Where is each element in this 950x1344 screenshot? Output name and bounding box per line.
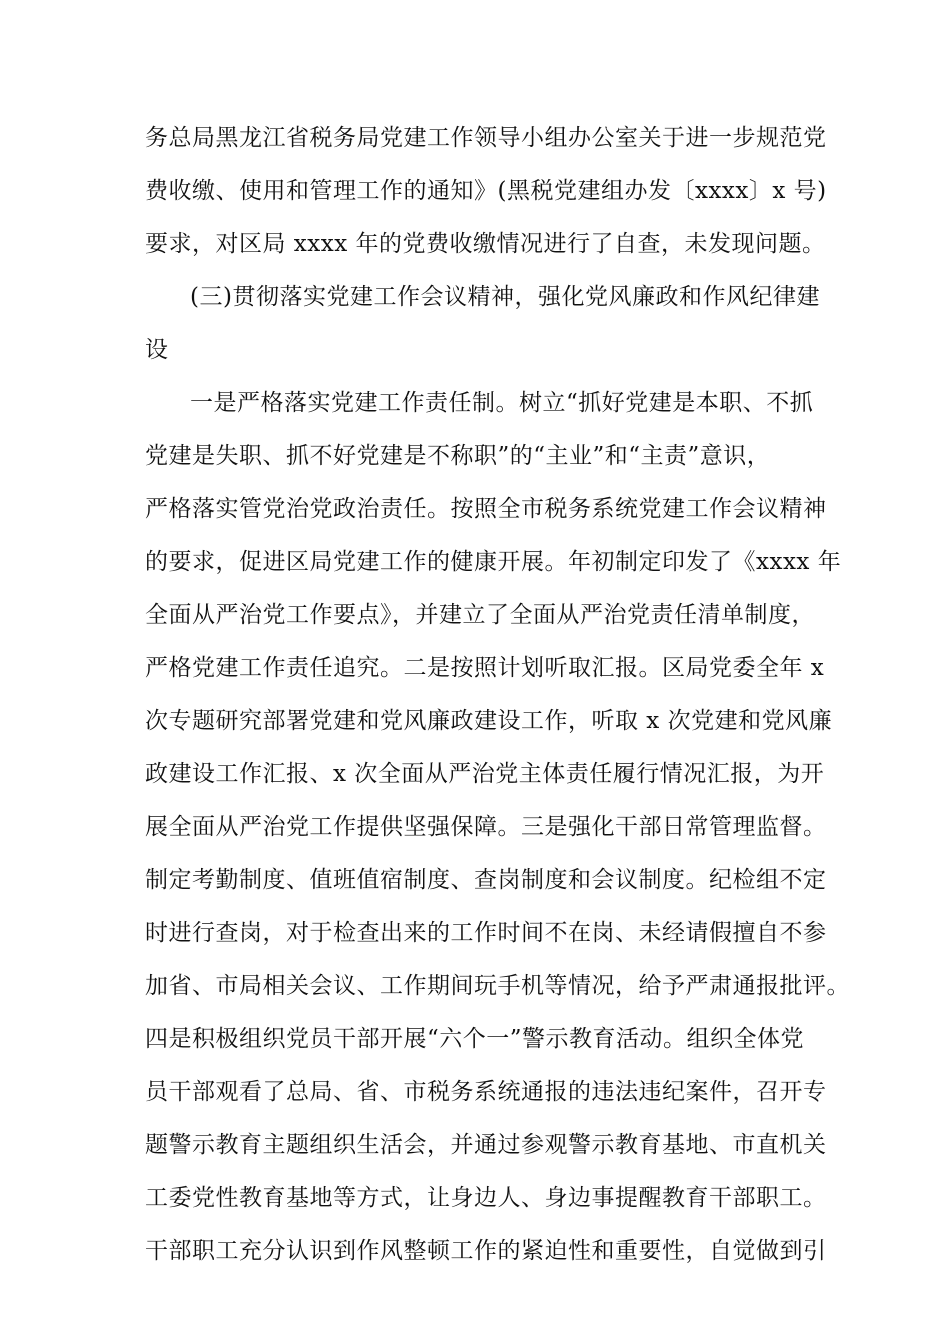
text-line: 四是积极组织党员干部开展“六个一”警示教育活动。组织全体党 [145, 1026, 805, 1052]
text-line: 题警示教育主题组织生活会，并通过参观警示教育基地、市直机关 [145, 1132, 827, 1158]
paragraph-start: 一是严格落实党建工作责任制。树立“抓好党建是本职、不抓 [190, 390, 814, 416]
text-line: 要求，对区局 xxxx 年的党费收缴情况进行了自查，未发现问题。 [145, 231, 826, 257]
text-line: 展全面从严治党工作提供坚强保障。三是强化干部日常管理监督。 [145, 814, 827, 840]
text-line: 工委党性教育基地等方式，让身边人、身边事提醒教育干部职工。 [145, 1185, 827, 1211]
text-line: 费收缴、使用和管理工作的通知》(黑税党建组办发〔xxxx〕x 号) [145, 178, 827, 204]
text-line: 次专题研究部署党建和党风廉政建设工作，听取 x 次党建和党风廉 [145, 708, 833, 734]
text-line: 制定考勤制度、值班值宿制度、查岗制度和会议制度。纪检组不定 [145, 867, 827, 893]
section-heading-continuation: 设 [145, 337, 169, 363]
text-line: 严格党建工作责任追究。二是按照计划听取汇报。区局党委全年 x [145, 655, 825, 681]
text-line: 政建设工作汇报、x 次全面从严治党主体责任履行情况汇报，为开 [145, 761, 825, 787]
text-line: 加省、市局相关会议、工作期间玩手机等情况，给予严肃通报批评。 [145, 973, 850, 999]
text-line: 时进行查岗，对于检查出来的工作时间不在岗、未经请假擅自不参 [145, 920, 827, 946]
text-line: 全面从严治党工作要点》，并建立了全面从严治党责任清单制度， [145, 602, 815, 628]
text-line: 党建是失职、抓不好党建是不称职”的“主业”和“主责”意识， [145, 443, 771, 469]
section-heading: (三)贯彻落实党建工作会议精神，强化党风廉政和作风纪律建 [190, 284, 820, 310]
text-line: 员干部观看了总局、省、市税务系统通报的违法违纪案件，召开专 [145, 1079, 827, 1105]
text-line: 严格落实管党治党政治责任。按照全市税务系统党建工作会议精神 [145, 496, 827, 522]
text-line: 的要求，促进区局党建工作的健康开展。年初制定印发了《xxxx 年 [145, 549, 842, 575]
text-line: 干部职工充分认识到作风整顿工作的紧迫性和重要性，自觉做到引 [145, 1238, 827, 1264]
text-line: 务总局黑龙江省税务局党建工作领导小组办公室关于进一步规范党 [145, 125, 827, 151]
